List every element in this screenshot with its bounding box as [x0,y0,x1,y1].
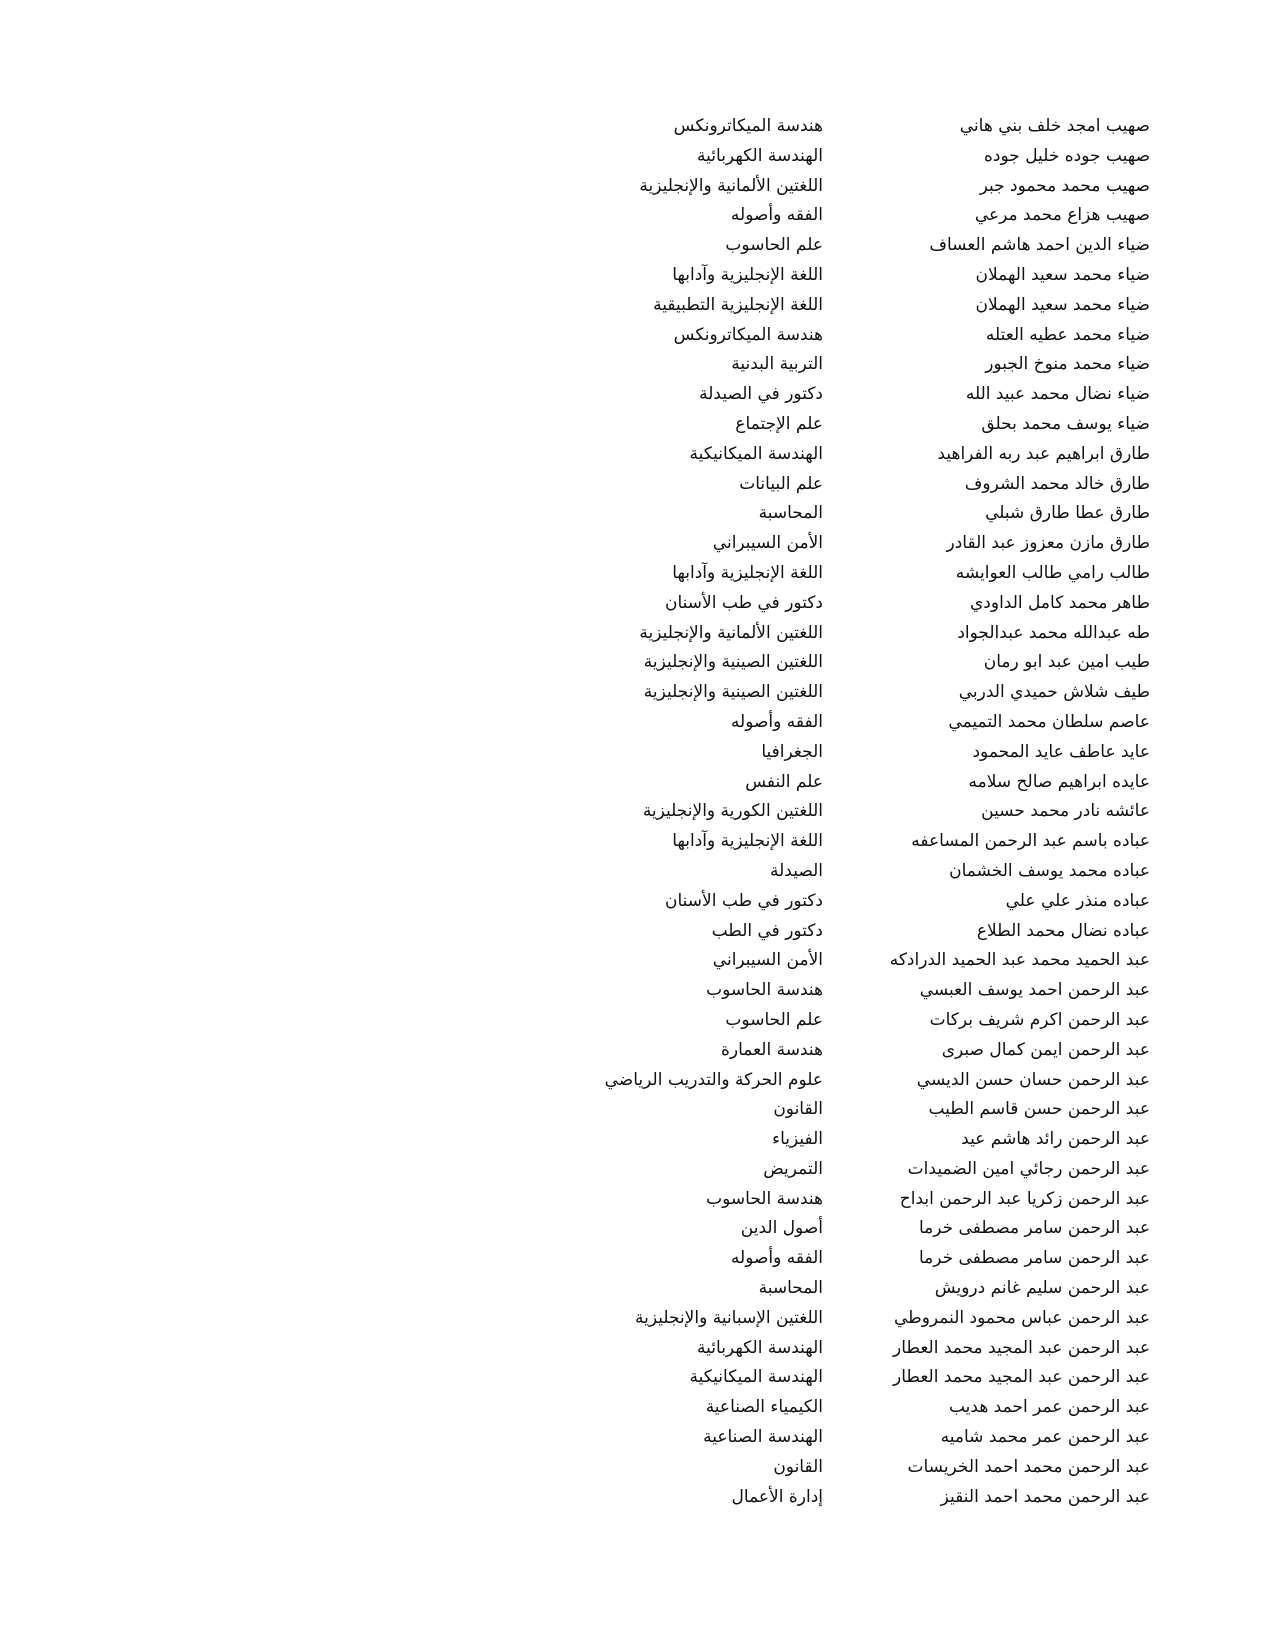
major-name: هندسة العمارة [720,1039,823,1060]
person-name: عباده باسم عبد الرحمن المساعفه [911,831,1150,852]
person-name: عبد الحميد محمد عبد الحميد الدرادكه [889,950,1150,971]
person-name: عبد الرحمن ايمن كمال صبرى [941,1039,1150,1060]
list-row [0,1393,1275,1423]
list-row [0,1125,1275,1155]
person-name: ضياء محمد سعيد الهملان [975,264,1150,285]
major-name: الهندسة الميكانيكية [689,443,823,464]
major-name: علم الإجتماع [735,413,823,434]
person-name: ضياء محمد منوخ الجبور [985,354,1150,375]
person-name: عبد الرحمن سليم غانم درويش [934,1278,1150,1299]
major-name: دكتور في الصيدلة [699,384,823,405]
major-name: اللغتين الصينية والإنجليزية [643,682,823,703]
list-row [0,410,1275,440]
list-row [0,1274,1275,1304]
list-row [0,797,1275,827]
list-row [0,1185,1275,1215]
person-name: ضياء يوسف محمد بحلق [981,413,1150,434]
major-name: اللغة الإنجليزية وآدابها [672,831,823,852]
list-row [0,201,1275,231]
major-name: اللغتين الإسبانية والإنجليزية [634,1307,823,1328]
major-name: علم الحاسوب [725,1009,823,1030]
major-name: اللغتين الألمانية والإنجليزية [639,622,823,643]
person-name: طالب رامي طالب العوايشه [955,562,1150,583]
list-row [0,1066,1275,1096]
person-name: صهيب جوده خليل جوده [984,145,1150,166]
person-name: عبد الرحمن رائد هاشم عيد [961,1129,1150,1150]
major-name: المحاسبة [758,1278,823,1299]
list-row [0,1304,1275,1334]
list-row [0,350,1275,380]
major-name: علوم الحركة والتدريب الرياضي [604,1069,823,1090]
person-name: عايد عاطف عايد المحمود [972,741,1150,762]
list-row [0,917,1275,947]
person-name: عبد الرحمن عبد المجيد محمد العطار [892,1337,1150,1358]
list-row [0,261,1275,291]
name-major-list [0,112,1275,1512]
person-name: طيف شلاش حميدي الدربي [958,682,1150,703]
person-name: عبد الرحمن عباس محمود النمروطي [894,1307,1150,1328]
list-row [0,857,1275,887]
list-row [0,887,1275,917]
person-name: طارق خالد محمد الشروف [964,473,1150,494]
list-row [0,1155,1275,1185]
person-name: طاهر محمد كامل الداودي [970,592,1150,613]
list-row [0,619,1275,649]
list-row [0,499,1275,529]
person-name: عبد الرحمن عمر محمد شاميه [940,1427,1150,1448]
list-row [0,529,1275,559]
major-name: الفقه وأصوله [730,711,823,732]
list-row [0,827,1275,857]
list-row [0,1334,1275,1364]
list-row [0,1423,1275,1453]
list-row [0,1095,1275,1125]
major-name: القانون [773,1099,823,1120]
list-row [0,678,1275,708]
list-row [0,112,1275,142]
list-row [0,470,1275,500]
list-row [0,1363,1275,1393]
list-row [0,559,1275,589]
person-name: ضياء نضال محمد عبيد الله [965,384,1150,405]
major-name: التمريض [763,1158,823,1179]
person-name: عبد الرحمن اكرم شريف بركات [929,1009,1150,1030]
list-row [0,738,1275,768]
person-name: طه عبدالله محمد عبدالجواد [957,622,1150,643]
major-name: الأمن السيبراني [712,950,823,971]
person-name: ضياء الدين احمد هاشم العساف [929,235,1150,256]
person-name: عبد الرحمن سامر مصطفى خرما [918,1218,1150,1239]
person-name: ضياء محمد عطيه العتله [985,324,1150,345]
major-name: دكتور في طب الأسنان [665,890,823,911]
major-name: اللغتين الصينية والإنجليزية [643,652,823,673]
major-name: اللغتين الألمانية والإنجليزية [639,175,823,196]
major-name: اللغتين الكورية والإنجليزية [642,801,823,822]
major-name: اللغة الإنجليزية وآدابها [672,562,823,583]
list-row [0,142,1275,172]
person-name: طارق عطا طارق شبلي [985,503,1150,524]
person-name: عايده ابراهيم صالح سلامه [968,771,1150,792]
person-name: طارق ابراهيم عبد ربه الفراهيد [937,443,1150,464]
major-name: الهندسة الميكانيكية [689,1367,823,1388]
major-name: اللغة الإنجليزية وآدابها [672,264,823,285]
major-name: أصول الدين [740,1218,823,1239]
person-name: عبد الرحمن عمر احمد هديب [948,1397,1150,1418]
major-name: هندسة الميكاترونكس [673,324,823,345]
person-name: صهيب امجد خلف بني هاني [959,116,1150,136]
list-row [0,231,1275,261]
major-name: هندسة الحاسوب [706,1188,823,1209]
major-name: علم البيانات [739,473,823,494]
person-name: عبد الرحمن حسن قاسم الطيب [928,1099,1150,1120]
major-name: الجغرافيا [761,741,823,762]
person-name: عبد الرحمن زكريا عبد الرحمن ابداح [899,1188,1150,1209]
list-row [0,440,1275,470]
list-row [0,1453,1275,1483]
major-name: الفقه وأصوله [730,1248,823,1269]
list-row [0,1214,1275,1244]
major-name: الأمن السيبراني [712,533,823,554]
list-row [0,589,1275,619]
list-row [0,380,1275,410]
major-name: الكيمياء الصناعية [705,1397,823,1418]
list-row [0,768,1275,798]
person-name: عبد الرحمن حسان حسن الديسي [916,1069,1150,1090]
list-row [0,321,1275,351]
list-row [0,976,1275,1006]
major-name: دكتور في الطب [711,920,823,941]
list-row [0,648,1275,678]
person-name: عاصم سلطان محمد التميمي [948,711,1150,732]
major-name: الهندسة الكهربائية [697,145,823,166]
person-name: عبد الرحمن رجائي امين الضميدات [907,1158,1150,1179]
person-name: عبد الرحمن احمد يوسف العبسي [919,980,1150,1001]
person-name: عبد الرحمن محمد احمد الخريسات [907,1456,1150,1477]
list-row [0,946,1275,976]
major-name: هندسة الحاسوب [706,980,823,1001]
major-name: الفيزياء [772,1129,823,1150]
person-name: عبد الرحمن محمد احمد النقيز [940,1486,1150,1507]
person-name: عباده نضال محمد الطلاع [976,920,1150,941]
major-name: التربية البدنية [731,354,823,375]
major-name: علم النفس [745,771,823,792]
major-name: القانون [773,1456,823,1477]
person-name: طارق مازن معزوز عبد القادر [946,533,1150,554]
major-name: إدارة الأعمال [731,1486,823,1507]
list-row [0,708,1275,738]
major-name: دكتور في طب الأسنان [665,592,823,613]
major-name: الفقه وأصوله [730,205,823,226]
list-row [0,1483,1275,1513]
list-row [0,1036,1275,1066]
person-name: طيب امين عبد ابو رمان [983,652,1150,673]
person-name: ضياء محمد سعيد الهملان [975,294,1150,315]
person-name: عباده منذر علي علي [1005,890,1150,911]
major-name: المحاسبة [758,503,823,524]
major-name: هندسة الميكاترونكس [673,116,823,136]
person-name: عباده محمد يوسف الخشمان [949,860,1150,881]
major-name: اللغة الإنجليزية التطبيقية [653,294,823,315]
person-name: عبد الرحمن سامر مصطفى خرما [918,1248,1150,1269]
person-name: عائشه نادر محمد حسين [981,801,1150,822]
list-row [0,1244,1275,1274]
major-name: علم الحاسوب [725,235,823,256]
major-name: الهندسة الكهربائية [697,1337,823,1358]
person-name: صهيب هزاع محمد مرعي [974,205,1150,226]
major-name: الصيدلة [770,860,823,881]
person-name: عبد الرحمن عبد المجيد محمد العطار [892,1367,1150,1388]
list-row [0,1006,1275,1036]
list-row [0,291,1275,321]
person-name: صهيب محمد محمود جبر [979,175,1150,196]
list-row [0,172,1275,202]
major-name: الهندسة الصناعية [703,1427,823,1448]
